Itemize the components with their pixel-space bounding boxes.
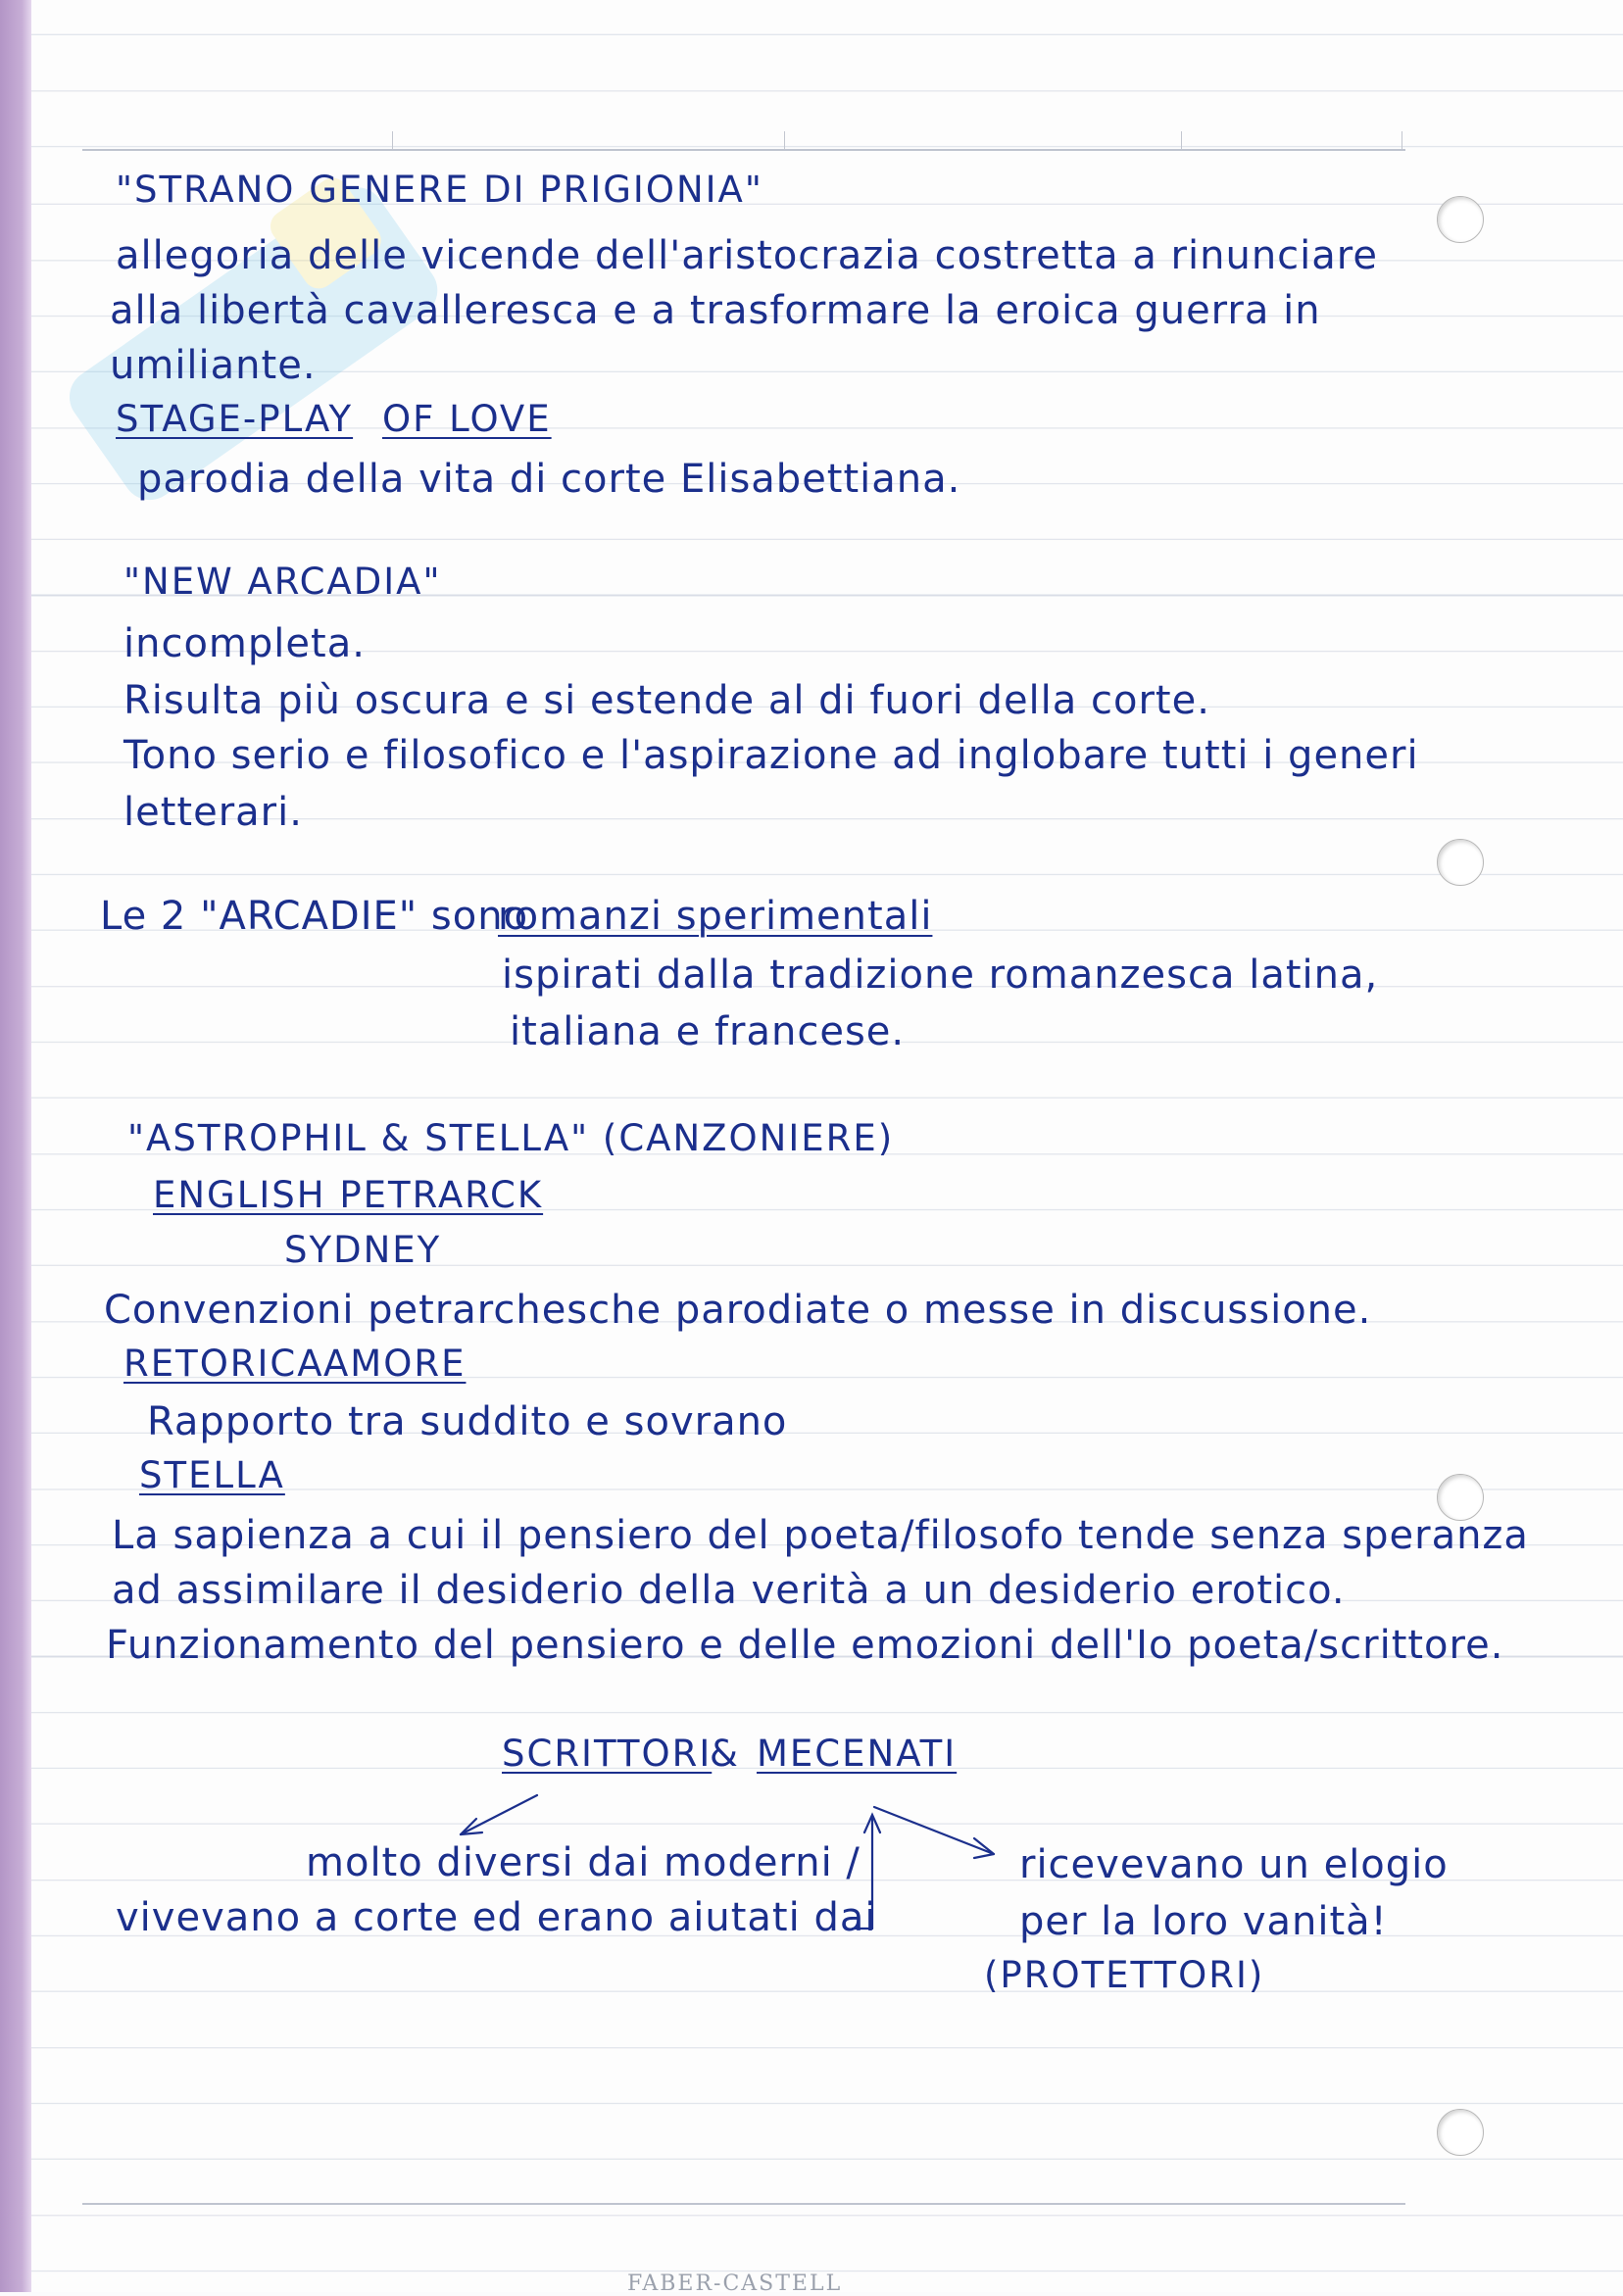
heading-new-arcadia: "NEW ARCADIA" — [123, 561, 442, 603]
note-line: vivevano a corte ed erano aiutati dai — [116, 1895, 877, 1940]
note-line: ispirati dalla tradizione romanzesca latina, — [502, 953, 1379, 998]
brand-logo: FABER-CASTELL — [627, 2272, 843, 2296]
note-line: italiana e francese. — [510, 1009, 906, 1054]
note-line: Le 2 "ARCADIE" sono — [100, 894, 529, 939]
arrow-right — [874, 1807, 994, 1854]
note-line: molto diversi dai moderni / — [306, 1840, 861, 1885]
note-line: ricevevano un elogio — [1019, 1842, 1449, 1887]
note-line: letterari. — [123, 790, 303, 835]
heading-stage-play: STAGE-PLAY — [116, 398, 354, 440]
note-line: incompleta. — [123, 621, 366, 666]
note-line: (PROTETTORI) — [984, 1954, 1265, 1996]
bottom-margin-rule — [82, 2203, 1405, 2205]
author-name: SYDNEY — [284, 1229, 442, 1271]
note-line: Risulta più oscura e si estende al di fuori della corte. — [123, 678, 1210, 723]
arrow-left — [461, 1795, 537, 1834]
heading-mecenati: MECENATI — [757, 1733, 958, 1775]
note-line: per la loro vanità! — [1019, 1899, 1388, 1944]
note-line: parodia della vita di corte Elisabettiana. — [137, 457, 961, 502]
note-line: La sapienza a cui il pensiero del poeta/filosofo tende senza speranza — [112, 1513, 1529, 1558]
note-line: allegoria delle vicende dell'aristocrazia costretta a rinunciare — [116, 233, 1378, 278]
note-line: Convenzioni petrarchesche parodiate o messe in discussione. — [104, 1288, 1372, 1333]
note-line: Rapporto tra suddito e sovrano — [147, 1399, 788, 1444]
underlined-term: romanzi sperimentali — [498, 894, 933, 939]
heading-strano-genere: "STRANO GENERE DI PRIGIONIA" — [116, 169, 763, 211]
heading-amore: AMORE — [323, 1343, 467, 1385]
heading-english-petrarck: ENGLISH PETRARCK — [153, 1174, 544, 1216]
note-line: Funzionamento del pensiero e delle emozioni dell'Io poeta/scrittore. — [106, 1623, 1504, 1668]
heading-retorica: RETORICA — [123, 1343, 324, 1385]
heading-astrophil-stella: "ASTROPHIL & STELLA" (CANZONIERE) — [127, 1117, 895, 1159]
note-line: ad assimilare il desiderio della verità a un desiderio erotico. — [112, 1568, 1346, 1613]
note-line: Tono serio e filosofico e l'aspirazione ad inglobare tutti i generi — [123, 733, 1419, 778]
note-line: alla libertà cavalleresca e a trasformare la eroica guerra in — [110, 288, 1321, 333]
heading-of-love: OF LOVE — [382, 398, 552, 440]
heading-scrittori: SCRITTORI — [502, 1733, 713, 1775]
note-line: umiliante. — [110, 343, 317, 388]
heading-stella: STELLA — [139, 1454, 285, 1496]
ampersand: & — [710, 1733, 740, 1775]
